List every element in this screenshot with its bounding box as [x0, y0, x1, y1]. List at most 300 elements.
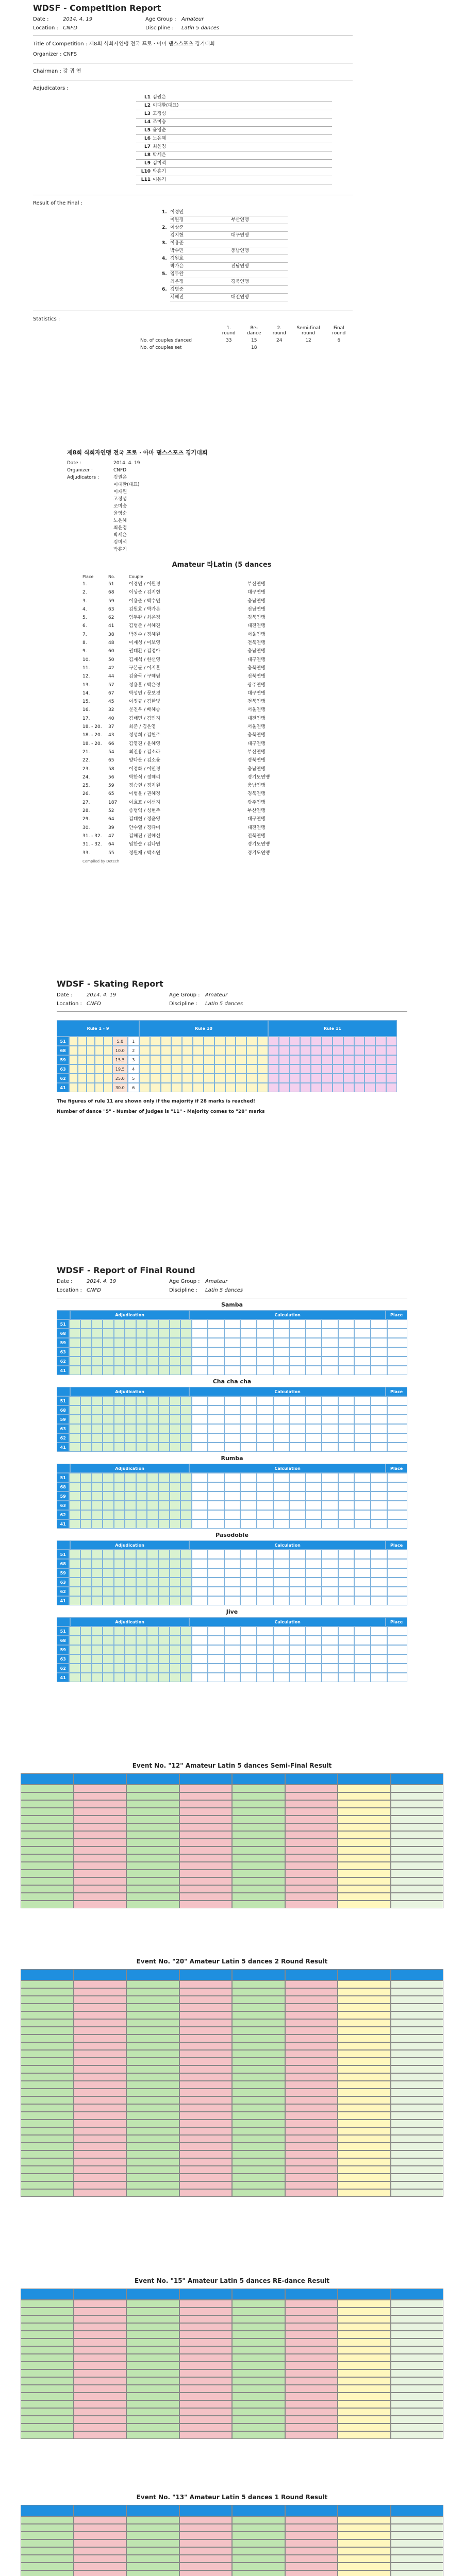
- adjudication-cell: [125, 1568, 136, 1578]
- event-cell: [126, 2424, 179, 2431]
- event-cell: [391, 2112, 444, 2120]
- event-cell: [391, 2524, 444, 2532]
- result-place: 11.: [82, 665, 90, 671]
- calculation-cell: [192, 1559, 208, 1568]
- dance-row: [57, 1626, 407, 1636]
- final-pair-follower: [162, 247, 296, 255]
- result-place: 2.: [82, 590, 87, 596]
- calculation-cell: [289, 1578, 306, 1587]
- adjudication-cell: [80, 1424, 92, 1433]
- calculation-cell: [273, 1636, 290, 1645]
- event-cell: [338, 2308, 391, 2315]
- skating-age-group-label: Age Group :: [169, 992, 200, 998]
- event-info-organizer: [67, 467, 376, 474]
- adjudication-cell: [103, 1501, 114, 1510]
- event-cell: [21, 2081, 74, 2089]
- event-cell: [126, 2416, 179, 2424]
- event-cell: [21, 1800, 74, 1808]
- event-cell: [126, 2150, 179, 2158]
- adjudication-cell: [147, 1366, 158, 1375]
- event-grid-row: [21, 1870, 443, 1877]
- adjudication-cell: [80, 1415, 92, 1424]
- adjudication-cell: [170, 1473, 181, 1482]
- event-cell: [285, 2112, 338, 2120]
- adjudication-cell: [92, 1473, 103, 1482]
- total-cell: 30.0: [112, 1083, 128, 1092]
- calculation-cell: [289, 1424, 306, 1433]
- event-cell: [179, 2308, 233, 2315]
- event-cell: [179, 1854, 233, 1862]
- result-place: 16.: [82, 707, 90, 713]
- event-cell: [126, 2377, 179, 2385]
- adjudication-cell: [92, 1673, 103, 1682]
- event-cell: [232, 2065, 285, 2073]
- adjudication-cell: [170, 1645, 181, 1654]
- adjudication-cell: [158, 1645, 170, 1654]
- chairman-label: Chairman :: [33, 69, 61, 74]
- dance-place-cell: [95, 1074, 104, 1083]
- calculation-cell: [240, 1645, 257, 1654]
- calculation-header: Calculation: [189, 1540, 386, 1550]
- adjudication-cell: [180, 1636, 192, 1645]
- results-row: [67, 631, 376, 639]
- rule-b-cell: [236, 1083, 246, 1092]
- adjudicator-row: [136, 94, 332, 102]
- event-info-title: 제8회 식회자연맹 전국 프로 · 아마 댄스스포츠 경기대회: [67, 449, 208, 456]
- calculation-cell: [306, 1443, 322, 1452]
- calculation-cell: [338, 1357, 355, 1366]
- event-cell: [179, 2019, 233, 2027]
- adjudication-cell: [92, 1626, 103, 1636]
- rule-b-cell: [182, 1046, 193, 1055]
- rule-b-cell: [139, 1064, 150, 1074]
- calculation-cell: [273, 1578, 290, 1587]
- event-cell: [338, 2042, 391, 2050]
- dance-place-cell: [104, 1055, 112, 1064]
- stats-value: 15: [251, 338, 257, 343]
- calculation-cell: [306, 1492, 322, 1501]
- rule-b-cell: [246, 1064, 257, 1074]
- event-cell: [179, 1846, 233, 1854]
- adjudicator-letter: L11: [141, 177, 151, 182]
- result-couple: 안수열 / 정다미: [129, 825, 160, 831]
- adjudication-cell: [158, 1654, 170, 1664]
- dance-block: [57, 1378, 407, 1452]
- event-cell: [126, 2547, 179, 2555]
- rule-c-cell: [300, 1037, 311, 1046]
- couple-header: [57, 1617, 70, 1626]
- event-cell: [338, 2058, 391, 2065]
- event-cell: [232, 2181, 285, 2189]
- club-name: [227, 255, 288, 263]
- dance-row: [57, 1559, 407, 1568]
- event-cell: [391, 2570, 444, 2576]
- calculation-cell: [354, 1578, 371, 1587]
- rule-b-row: [139, 1055, 268, 1064]
- calculation-cell: [273, 1329, 290, 1338]
- club-name: [227, 209, 288, 216]
- event-cell: [391, 2058, 444, 2065]
- calculation-cell: [257, 1501, 273, 1510]
- calculation-cell: [371, 1501, 387, 1510]
- skating-report: [57, 979, 407, 1117]
- event-cell: [338, 2035, 391, 2042]
- event-cell: [338, 2120, 391, 2127]
- calculation-cell: [273, 1357, 290, 1366]
- calculation-cell: [257, 1415, 273, 1424]
- event-header-cell: [21, 2505, 74, 2516]
- result-place: 18. - 20.: [82, 733, 102, 738]
- dance-header: [57, 1617, 407, 1626]
- event-cell: [179, 1839, 233, 1846]
- adjudication-cell: [125, 1510, 136, 1519]
- rule-b-cell: [246, 1046, 257, 1055]
- calculation-cell: [208, 1396, 224, 1405]
- event-cell: [285, 2424, 338, 2431]
- calculation-cell: [322, 1492, 338, 1501]
- adjudication-cell: [158, 1626, 170, 1636]
- event-grid-row: [21, 2331, 443, 2338]
- rule-c-cell: [364, 1064, 375, 1074]
- rule-c-cell: [343, 1064, 354, 1074]
- event-cell: [126, 1808, 179, 1816]
- dance-row: [57, 1654, 407, 1664]
- event-cell: [338, 1785, 391, 1792]
- adjudication-cell: [125, 1433, 136, 1443]
- calculation-cell: [289, 1357, 306, 1366]
- dance-row: [57, 1405, 407, 1415]
- calculation-cell: [208, 1357, 224, 1366]
- rule-b-cell: [182, 1064, 193, 1074]
- event-cell: [179, 2524, 233, 2532]
- dance-row: [57, 1550, 407, 1559]
- result-couple: 김재석 / 한선영: [129, 657, 160, 663]
- adjudication-cell: [158, 1415, 170, 1424]
- calculation-cell: [240, 1510, 257, 1519]
- event-grid-row: [21, 2416, 443, 2424]
- calculation-cell: [306, 1550, 322, 1559]
- calculation-cell: [273, 1396, 290, 1405]
- place-cell: 6: [128, 1083, 139, 1092]
- adjudication-cell: [136, 1519, 147, 1529]
- adjudication-cell: [136, 1473, 147, 1482]
- result-place: 13.: [82, 682, 90, 688]
- event-cell: [391, 1980, 444, 1988]
- event-cell: [179, 2011, 233, 2019]
- event-cell: [338, 2331, 391, 2338]
- event-cell: [232, 2143, 285, 2150]
- rule-c-cell: [268, 1055, 279, 1064]
- adjudication-cell: [170, 1550, 181, 1559]
- calculation-cell: [338, 1319, 355, 1329]
- calculation-cell: [273, 1347, 290, 1357]
- event-cell: [285, 2104, 338, 2112]
- calculation-cell: [322, 1501, 338, 1510]
- result-no: 68: [108, 590, 114, 596]
- adjudication-cell: [125, 1347, 136, 1357]
- event-cell: [126, 2112, 179, 2120]
- club-name: [227, 240, 288, 247]
- event-grid-row: [21, 2081, 443, 2089]
- rule-c-cell: [375, 1055, 386, 1064]
- result-place: 33.: [82, 850, 90, 856]
- dance-row: [57, 1519, 407, 1529]
- adjudicator-letter: L6: [144, 136, 151, 141]
- event-cell: [338, 2096, 391, 2104]
- event-info-adjudicators: [67, 474, 376, 553]
- calculation-cell: [322, 1473, 338, 1482]
- result-couple: 문진우 / 배혜승: [129, 707, 160, 713]
- event-cell: [179, 2393, 233, 2400]
- rule-b-header: Rule 10: [139, 1020, 268, 1037]
- club-name: 대전연맹: [227, 294, 288, 301]
- event-header-cell: [391, 2505, 444, 2516]
- event-cell: [232, 1816, 285, 1823]
- result-no: 63: [108, 606, 114, 612]
- event-cell: [21, 2019, 74, 2027]
- adjudication-cell: [158, 1443, 170, 1452]
- event-cell: [338, 2127, 391, 2135]
- adjudication-cell: [80, 1329, 92, 1338]
- event-cell: [391, 2315, 444, 2323]
- event-cell: [232, 2042, 285, 2050]
- results-row: [67, 622, 376, 630]
- event-cell: [126, 2570, 179, 2576]
- adjudication-cell: [114, 1626, 125, 1636]
- calculation-cell: [192, 1636, 208, 1645]
- event-cell: [21, 2143, 74, 2150]
- calculation-cell: [208, 1636, 224, 1645]
- event-cell: [74, 2300, 127, 2308]
- adjudication-cell: [147, 1319, 158, 1329]
- event-info-organizer-label: Organizer :: [67, 468, 93, 473]
- event-cell: [21, 2431, 74, 2439]
- event-grid-row: [21, 2189, 443, 2197]
- total-cell: 5.0: [112, 1037, 128, 1046]
- rule-c-cell: [322, 1064, 333, 1074]
- rule-b-cell: [236, 1074, 246, 1083]
- adjudication-cell: [69, 1587, 80, 1596]
- calculation-cell: [192, 1510, 208, 1519]
- result-couple: 김영진 / 윤혜영: [129, 741, 160, 747]
- club-name: [227, 224, 288, 232]
- calculation-cell: [240, 1366, 257, 1375]
- event-cell: [179, 1808, 233, 1816]
- event-cell: [21, 1870, 74, 1877]
- adjudicator-letter: L10: [141, 169, 151, 174]
- calculation-cell: [224, 1645, 241, 1654]
- couple-header: [57, 1464, 70, 1473]
- event-cell: [74, 2058, 127, 2065]
- result-no: 52: [108, 808, 114, 814]
- final-pair-leader: [162, 286, 296, 294]
- event-cell: [21, 2563, 74, 2570]
- skating-title: WDSF - Skating Report: [57, 979, 163, 989]
- calculation-cell: [306, 1519, 322, 1529]
- adjudication-cell: [92, 1568, 103, 1578]
- event-cell: [285, 2143, 338, 2150]
- results-row: [67, 639, 376, 647]
- adjudication-cell: [69, 1424, 80, 1433]
- rule-b-cell: [171, 1055, 182, 1064]
- calculation-cell: [273, 1338, 290, 1347]
- event-cell: [74, 1785, 127, 1792]
- place-header: Place: [386, 1310, 407, 1319]
- dance-row: [57, 1492, 407, 1501]
- calculation-cell: [273, 1587, 290, 1596]
- rule-b-cell: [246, 1074, 257, 1083]
- calculation-cell: [322, 1329, 338, 1338]
- calculation-cell: [208, 1501, 224, 1510]
- adjudication-cell: [136, 1424, 147, 1433]
- adjudication-cell: [114, 1473, 125, 1482]
- event-cell: [21, 1839, 74, 1846]
- event-cell: [179, 1901, 233, 1908]
- event-cell: [338, 1808, 391, 1816]
- adjudicator-name: 김권은: [153, 95, 167, 100]
- calculation-cell: [371, 1559, 387, 1568]
- final-place: 3.: [162, 241, 167, 246]
- stats-header: 1. round: [222, 326, 236, 336]
- skating-row: [57, 1055, 139, 1064]
- calculation-cell: [224, 1636, 241, 1645]
- calculation-cell: [322, 1636, 338, 1645]
- event-cell: [232, 1980, 285, 1988]
- place-cell: [387, 1501, 407, 1510]
- adjudication-cell: [103, 1492, 114, 1501]
- event-cell: [179, 2120, 233, 2127]
- event-cell: [74, 1792, 127, 1800]
- event-cell: [338, 1893, 391, 1901]
- adjudication-header: Adjudication: [70, 1387, 189, 1396]
- result-no: 57: [108, 682, 114, 688]
- event-grid-row: [21, 2315, 443, 2323]
- rule-c-cell: [268, 1074, 279, 1083]
- result-couple: 김태민 / 김민지: [129, 716, 160, 721]
- calculation-cell: [273, 1519, 290, 1529]
- calculation-cell: [371, 1329, 387, 1338]
- dance-place-cell: [87, 1046, 95, 1055]
- result-club: 대구연맹: [247, 590, 266, 596]
- calculation-cell: [289, 1396, 306, 1405]
- result-place: 29.: [82, 817, 90, 822]
- rule-b-cell: [225, 1064, 236, 1074]
- event-cell: [285, 2532, 338, 2539]
- rule-c-cell: [300, 1074, 311, 1083]
- adjudication-cell: [170, 1482, 181, 1492]
- calculation-cell: [257, 1338, 273, 1347]
- event-cell: [126, 1823, 179, 1831]
- event-cell: [179, 2027, 233, 2035]
- results-row: [67, 815, 376, 823]
- rule-c-row: [268, 1064, 397, 1074]
- dance-place-cell: [69, 1064, 78, 1074]
- dance-row: [57, 1596, 407, 1605]
- calculation-cell: [224, 1473, 241, 1482]
- results-header: [67, 574, 376, 580]
- event-cell: [391, 2174, 444, 2181]
- event-cell: [74, 2127, 127, 2135]
- adjudication-cell: [180, 1673, 192, 1682]
- dance-place-cell: [69, 1046, 78, 1055]
- adjudication-cell: [92, 1510, 103, 1519]
- event-cell: [232, 1870, 285, 1877]
- dance-place-cell: [78, 1064, 87, 1074]
- event-grid-row: [21, 2035, 443, 2042]
- dance-place-cell: [95, 1064, 104, 1074]
- place-cell: [387, 1568, 407, 1578]
- event-cell: [232, 2516, 285, 2524]
- adjudicator-list: [136, 94, 353, 184]
- adjudication-cell: [125, 1482, 136, 1492]
- calculation-cell: [322, 1596, 338, 1605]
- rule-c-cell: [300, 1064, 311, 1074]
- place-cell: [387, 1329, 407, 1338]
- calculation-cell: [289, 1338, 306, 1347]
- event-cell: [21, 1816, 74, 1823]
- stats-row-label: No. of couples set: [140, 345, 182, 350]
- event-cell: [285, 2004, 338, 2011]
- leader-name: 김원효: [170, 255, 227, 263]
- event-cell: [391, 1988, 444, 1996]
- dance-name: Rumba: [221, 1455, 243, 1462]
- adjudication-cell: [125, 1673, 136, 1682]
- stats-value: 12: [305, 338, 311, 343]
- event-grid-row: [21, 1816, 443, 1823]
- event-grid-row: [21, 1862, 443, 1870]
- event-grid-row: [21, 1885, 443, 1893]
- event-header-cell: [21, 2289, 74, 2300]
- calculation-cell: [192, 1626, 208, 1636]
- rule-b-cell: [150, 1064, 161, 1074]
- event-cell: [391, 2135, 444, 2143]
- adjudication-cell: [180, 1482, 192, 1492]
- rule-b-cell: [225, 1083, 236, 1092]
- event-cell: [391, 2308, 444, 2315]
- adjudication-cell: [92, 1664, 103, 1673]
- calculation-cell: [338, 1578, 355, 1587]
- event-info-date: [67, 460, 376, 467]
- place-cell: 2: [128, 1046, 139, 1055]
- adjudicator-row: [136, 176, 332, 184]
- event-cell: [285, 2323, 338, 2331]
- adjudication-cell: [170, 1673, 181, 1682]
- adjudication-cell: [158, 1366, 170, 1375]
- adjudicator-letter: L8: [144, 152, 151, 158]
- event-grid-row: [21, 2385, 443, 2393]
- calculation-cell: [354, 1519, 371, 1529]
- event-cell: [391, 2042, 444, 2050]
- rule-c-cell: [290, 1046, 301, 1055]
- adjudication-cell: [158, 1501, 170, 1510]
- stats-value: 6: [337, 338, 341, 343]
- calculation-cell: [240, 1347, 257, 1357]
- event-cell: [21, 2011, 74, 2019]
- calculation-cell: [192, 1519, 208, 1529]
- rule-b-cell: [214, 1037, 225, 1046]
- event-cell: [74, 2532, 127, 2539]
- calculation-cell: [289, 1596, 306, 1605]
- rule-b-cell: [182, 1037, 193, 1046]
- event-grid-header: [21, 1969, 443, 1980]
- skating-note: [57, 1096, 407, 1117]
- final-pair-leader: [162, 240, 296, 247]
- event-cell: [21, 2416, 74, 2424]
- calculation-cell: [338, 1654, 355, 1664]
- stats-header: Final round: [332, 326, 346, 336]
- dance-row: [57, 1510, 407, 1519]
- event-cell: [21, 2112, 74, 2120]
